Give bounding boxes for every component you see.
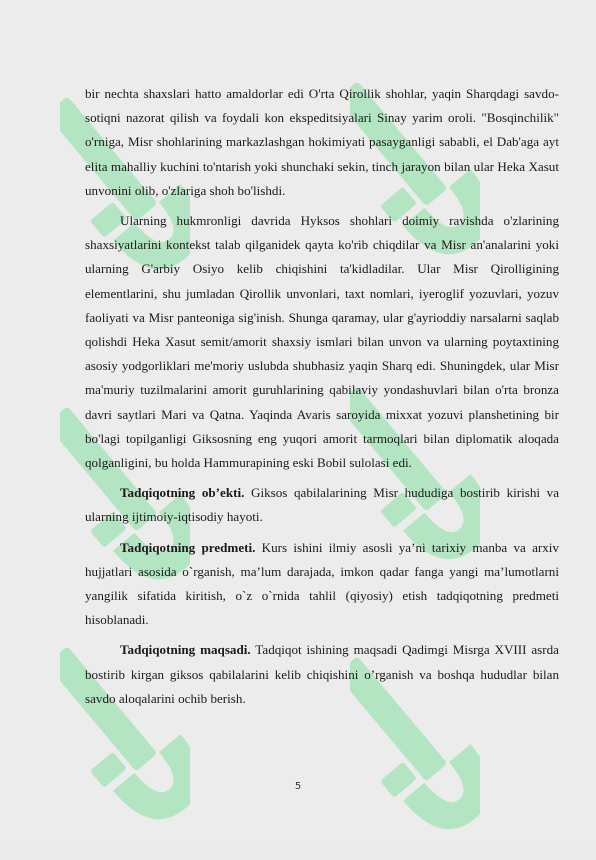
paragraph-text: Tadqiqot ishining maqsadi Qadimgi Misrga XVIII asrda bostirib kirgan giksos qabilalarini kelib chiqishini o’rganish va boshqa hududlar bilan savdo aloqalarini ochib berish. [85, 642, 559, 706]
paragraph-hyksos-rule [85, 209, 559, 475]
paragraph-research-goal [85, 638, 559, 711]
paragraph-lead: Tadqiqotning ob’ekti. [120, 485, 245, 501]
page-number: 5 [294, 781, 302, 792]
paragraph-text: Kurs ishini ilmiy asosli ya’ni tarixiy manba va arxiv hujjatlari asosida o`rganish, ma’lum darajada, imkon qadar fanga yangi ma’lumotlarni yangilik sifatida kiritish, o`z o`rnida tahlil (qiyosiy) etish tadqiqotning predmeti hisoblanadi. [85, 539, 559, 628]
paragraph-research-object [85, 481, 559, 529]
paragraph-intro-continuation [85, 82, 559, 203]
paragraph-text: Ularning hukmronligi davrida Hyksos shohlari doimiy ravishda o'zlarining shaxsiyatlarini kontekst talab qilganidek qayta ko'rib chiqdilar va Misr an'analarini yoki ularning G'arbiy Osiyo kelib chiqishini ta'kidladilar. Ular Misr Qirolligining elementlarini, shu jumladan Qirollik unvonlari, taxt nomlari, iyeroglif yozuvlari, yozuv faoliyati va Misr panteoniga sig'inish. Shunga qaramay, ular g'ayrioddiy narsalarni saqlab qolishdi Heka Xasut semit/amorit shaxsiy ismlari bilan unvon va ularning poytaxtining asosiy yodgorliklari me'moriy uslubda shubhasiz yaqin Sharq edi. Shuningdek, ular Misr ma'muriy tuzilmalarini amorit guruhlarining qabilaviy yondashuvlari bilan o'rta bronza davri saytlari Mari va Qatna. Yaqinda Avaris saroyida mixxat yozuvi planshetining bir bo'lagi topilganligi Giksosning eng yuqori amorit tarmoqlari bilan diplomatik aloqada qolganligini, bu holda Hammurapining eski Bobil sulolasi edi. [85, 213, 559, 471]
paragraph-lead: Tadqiqotning predmeti. [120, 539, 256, 555]
paragraph-lead: Tadqiqotning maqsadi. [120, 642, 251, 658]
paragraph-research-subject [85, 536, 559, 633]
paragraph-text: bir nechta shaxslari hatto amaldorlar edi O'rta Qirollik shohlar, yaqin Sharqdagi savdo-sotiqni nazorat qilish va foydali kon ekspeditsiyalari Sinay yarim oroli. "Bosqinchilik" o'rniga, Misr shohlarining markazlashgan hokimiyati pasayganligi sababli, el Dab'aga ayt elita mahalliy kuchini to'ntarish yoki shunchaki sekin, tinch jarayon bilan ular Heka Xasut unvonini olib, o'zlariga shoh bo'lishdi. [85, 86, 559, 198]
body-text [85, 82, 559, 717]
paragraph-text: Giksos qabilalarining Misr hududiga bostirib kirishi va ularning ijtimoiy-iqtisodiy hayoti. [85, 485, 560, 525]
